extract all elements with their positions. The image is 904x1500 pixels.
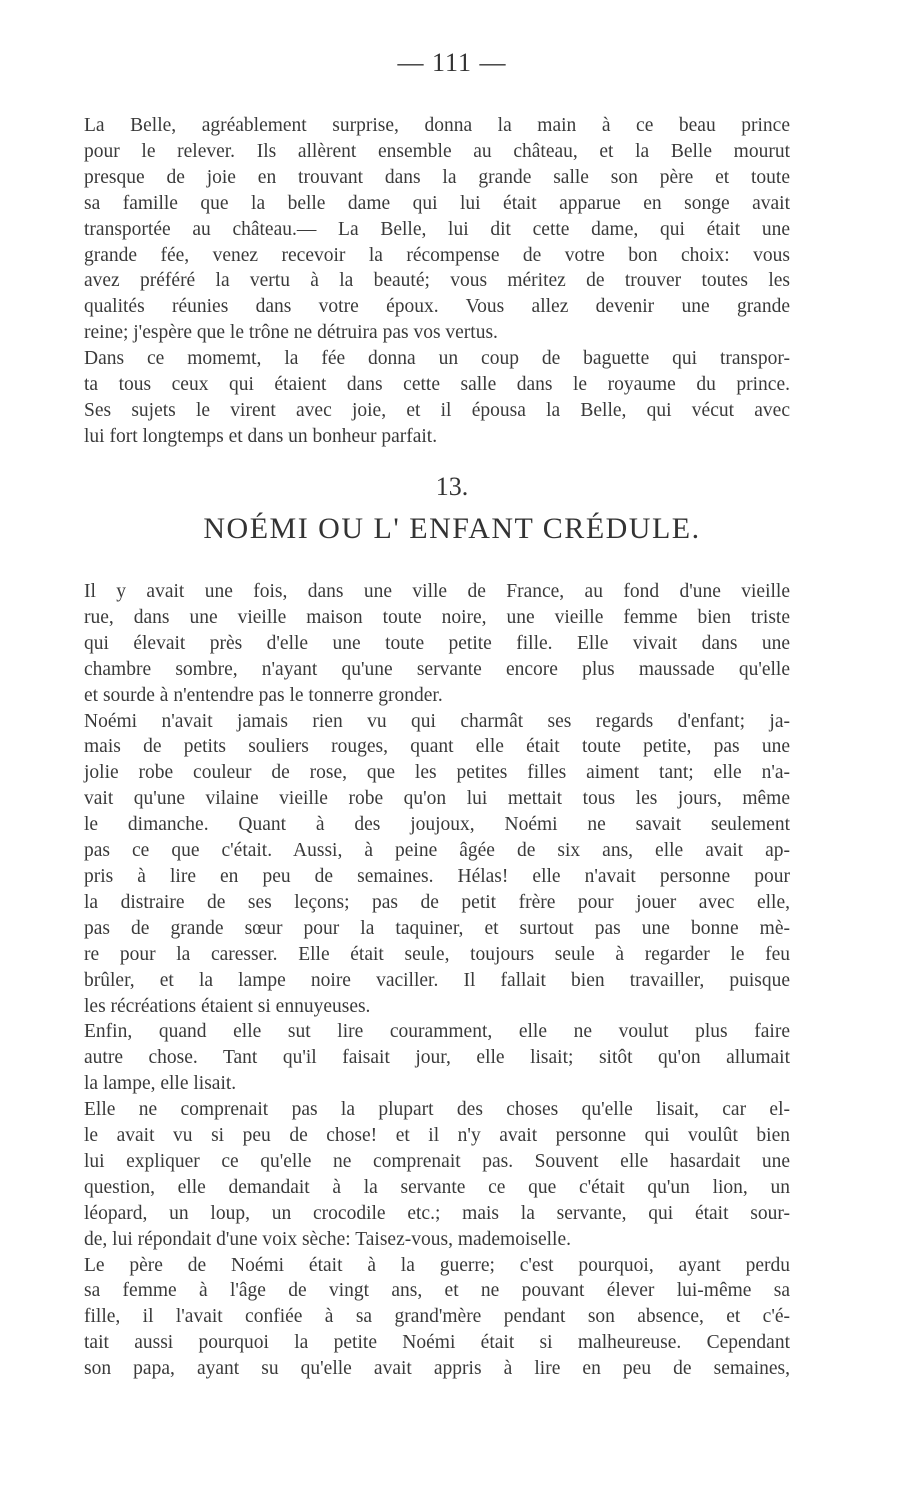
text-line: Dans ce momemt, la fée donna un coup de baguette qui transpor-	[84, 348, 790, 370]
text-line: brûler, et la lampe noire vaciller. Il fallait bien travailler, puisque	[84, 969, 790, 991]
text-line: les récréations étaient si ennuyeuses.	[84, 995, 371, 1017]
text-line: Il y avait une fois, dans une ville de France, au fond d'une vieille	[84, 581, 790, 602]
paragraph-7	[84, 1253, 790, 1383]
text-line: léopard, un loup, un crocodile etc.; mais la servante, qui était sour-	[84, 1202, 790, 1224]
text-block-chapter	[84, 579, 790, 1382]
text-line: fille, il l'avait confiée à sa grand'mère pendant son absence, et c'é-	[84, 1306, 790, 1328]
text-line: reine; j'espère que le trône ne détruira pas vos vertus.	[84, 322, 498, 344]
text-line: avez préféré la vertu à la beauté; vous méritez de trouver toutes les	[84, 270, 790, 292]
text-line: son papa, ayant su qu'elle avait appris à lire en peu de semaines,	[84, 1358, 790, 1380]
paragraph-4	[84, 709, 790, 1020]
paragraph-5	[84, 1019, 790, 1097]
paragraph-3	[84, 579, 790, 709]
text-line: lui expliquer ce qu'elle ne comprenait pas. Souvent elle hasardait une	[84, 1150, 790, 1172]
chapter-title: NOÉMI OU L' ENFANT CRÉDULE.	[203, 512, 701, 545]
text-line: transportée au château.— La Belle, lui dit cette dame, qui était une	[84, 218, 790, 240]
text-line: et sourde à n'entendre pas le tonnerre gronder.	[84, 684, 443, 706]
text-line: La Belle, agréablement surprise, donna la main à ce beau prince	[84, 115, 790, 136]
text-line: re pour la caresser. Elle était seule, toujours seule à regarder le feu	[84, 943, 790, 965]
text-line: le dimanche. Quant à des joujoux, Noémi ne savait seulement	[84, 814, 790, 836]
text-line: Noémi n'avait jamais rien vu qui charmât ses regards d'enfant; ja-	[84, 710, 790, 732]
text-line: la lampe, elle lisait.	[84, 1073, 237, 1095]
paragraph-2	[84, 346, 790, 450]
text-line: grande fée, venez recevoir la récompense de votre bon choix: vous	[84, 244, 790, 266]
text-line: vait qu'une vilaine vieille robe qu'on lui mettait tous les jours, même	[84, 788, 790, 810]
text-line: pour le relever. Ils allèrent ensemble au château, et la Belle mourut	[84, 140, 790, 162]
text-line: qui élevait près d'elle une toute petite fille. Elle vivait dans une	[84, 632, 790, 654]
text-line: chambre sombre, n'ayant qu'une servante encore plus maussade qu'elle	[84, 658, 790, 680]
text-line: pas ce que c'était. Aussi, à peine âgée de six ans, elle avait ap-	[84, 840, 790, 862]
paragraph-1	[84, 113, 790, 346]
text-line: jolie robe couleur de rose, que les petites filles aiment tant; elle n'a-	[84, 762, 790, 784]
text-line: Le père de Noémi était à la guerre; c'est pourquoi, ayant perdu	[84, 1254, 790, 1276]
text-line: le avait vu si peu de chose! et il n'y avait personne qui voulût bien	[84, 1125, 790, 1147]
text-line: la distraire de ses leçons; pas de petit frère pour jouer avec elle,	[84, 891, 790, 913]
text-line: rue, dans une vieille maison toute noire, une vieille femme bien triste	[84, 606, 790, 628]
text-line: question, elle demandait à la servante ce que c'était qu'un lion, un	[84, 1176, 790, 1198]
text-line: ta tous ceux qui étaient dans cette salle dans le royaume du prince.	[84, 374, 790, 396]
text-line: presque de joie en trouvant dans la grande salle son père et toute	[84, 166, 790, 188]
paragraph-6	[84, 1097, 790, 1252]
text-line: lui fort longtemps et dans un bonheur parfait.	[84, 425, 438, 447]
text-line: Enfin, quand elle sut lire couramment, elle ne voulut plus faire	[84, 1021, 790, 1043]
text-line: de, lui répondait d'une voix sèche: Taisez-vous, mademoiselle.	[84, 1228, 571, 1250]
text-line: qualités réunies dans votre époux. Vous allez devenir une grande	[84, 296, 790, 318]
text-line: pris à lire en peu de semaines. Hélas! elle n'avait personne pour	[84, 865, 790, 887]
text-line: sa femme à l'âge de vingt ans, et ne pouvant élever lui-même sa	[84, 1280, 790, 1302]
text-line: autre chose. Tant qu'il faisait jour, elle lisait; sitôt qu'on allumait	[84, 1047, 790, 1069]
page-number: — 111 —	[397, 48, 507, 77]
text-line: Elle ne comprenait pas la plupart des choses qu'elle lisait, car el-	[84, 1099, 790, 1121]
text-line: tait aussi pourquoi la petite Noémi était si malheureuse. Cependant	[84, 1332, 790, 1354]
text-line: mais de petits souliers rouges, quant elle était toute petite, pas une	[84, 736, 790, 758]
chapter-number: 13.	[435, 472, 469, 501]
text-block-top	[84, 113, 790, 450]
text-line: sa famille que la belle dame qui lui était apparue en songe avait	[84, 192, 790, 214]
text-line: Ses sujets le virent avec joie, et il épousa la Belle, qui vécut avec	[84, 399, 790, 421]
text-line: pas de grande sœur pour la taquiner, et surtout pas une bonne mè-	[84, 917, 790, 939]
